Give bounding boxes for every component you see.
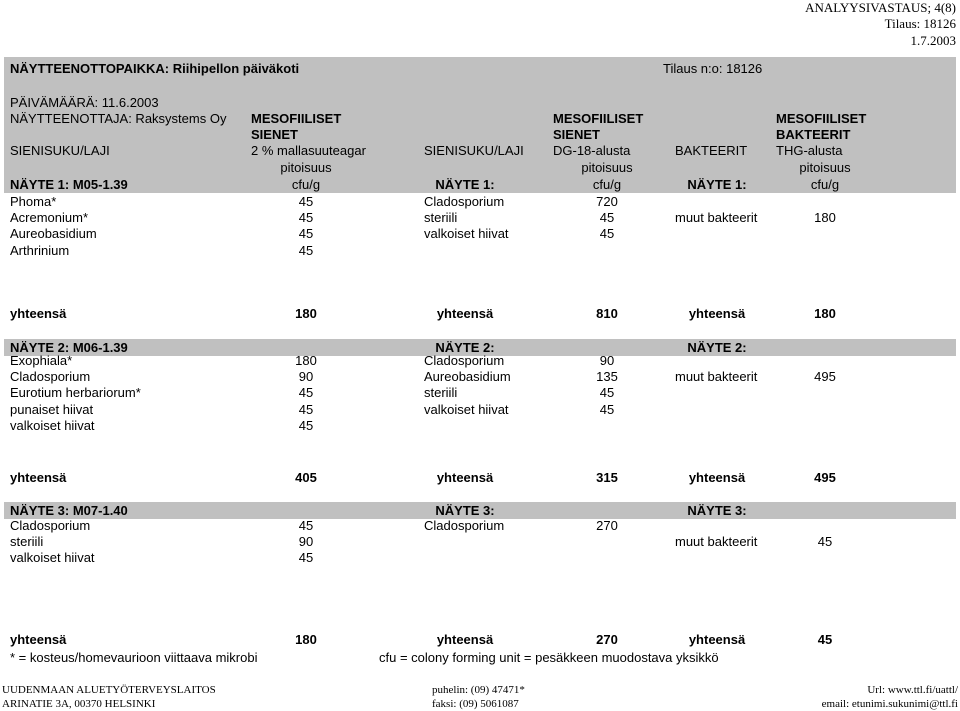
footer-organization: UUDENMAAN ALUETYÖTERVEYSLAITOS	[2, 684, 216, 696]
footer-address: ARINATIE 3A, 00370 HELSINKI	[2, 698, 156, 710]
table-cell: 90	[599, 353, 615, 368]
pitoisuus-text: pitoisuus	[581, 160, 633, 175]
table-cell: punaiset hiivat	[10, 401, 94, 417]
table-cell: Aureobasidium	[424, 369, 511, 385]
table-cell: steriili	[424, 385, 458, 401]
total-cell: yhteensä	[10, 306, 67, 321]
table-cell: valkoiset hiivat	[10, 417, 95, 433]
table-cell: 90	[298, 534, 314, 550]
sample-mid-title: NÄYTE 2:	[435, 340, 495, 355]
total-cell: yhteensä	[688, 306, 746, 321]
footer-phone: puhelin: (09) 47471*	[432, 684, 525, 696]
table-cell: 720	[596, 194, 618, 209]
table-cell: Eurotium herbariorum*	[10, 385, 141, 401]
table-cell: Cladosporium	[424, 518, 505, 533]
col5-heading: BAKTEERIT	[675, 143, 748, 158]
sampling-date: PÄIVÄMÄÄRÄ: 11.6.2003	[10, 95, 159, 110]
table-cell: steriili	[10, 534, 44, 550]
table-cell: 45	[817, 534, 833, 550]
table-cell: 45	[298, 226, 314, 242]
table-cell: Aureobasidium	[10, 226, 97, 242]
footer-email: email: etunimi.sukunimi@ttl.fi	[821, 698, 958, 710]
table-cell: 45	[298, 242, 314, 258]
total-cell: 405	[295, 470, 317, 485]
total-cell: yhteensä	[436, 470, 494, 485]
table-cell: 45	[298, 417, 314, 433]
total-cell: 270	[596, 632, 618, 647]
table-cell: 90	[298, 369, 314, 385]
total-cell: 315	[596, 470, 618, 485]
col3-heading: SIENISUKU/LAJI	[424, 143, 524, 158]
table-cell: Cladosporium	[10, 369, 91, 385]
total-cell: 180	[295, 306, 317, 321]
sample-mid-title: NÄYTE 1:	[435, 177, 495, 192]
order-number-header: Tilaus: 18126	[884, 16, 956, 31]
col6-unit: cfu/g	[810, 177, 840, 192]
sample-title: NÄYTE 1: M05-1.39	[10, 177, 128, 192]
total-cell: yhteensä	[436, 306, 494, 321]
sampler: NÄYTTEENOTTAJA: Raksystems Oy	[10, 111, 227, 126]
table-cell: valkoiset hiivat	[424, 226, 509, 242]
sample-right-title: NÄYTE 1:	[687, 177, 747, 192]
col4-heading-2: SIENET	[553, 127, 600, 142]
table-cell: 180	[814, 210, 836, 226]
col2-medium: 2 % mallasuuteagar	[251, 143, 366, 158]
sample-right-title: NÄYTE 2:	[687, 340, 747, 355]
col1-heading: SIENISUKU/LAJI	[10, 143, 110, 158]
table-cell: Acremonium*	[10, 210, 89, 226]
table-cell: valkoiset hiivat	[10, 550, 95, 566]
table-cell: 45	[298, 210, 314, 226]
table-cell: 45	[599, 226, 615, 242]
total-cell: 810	[596, 306, 618, 321]
total-cell: 495	[814, 470, 836, 485]
total-cell: 180	[814, 306, 836, 321]
table-cell: 45	[298, 194, 314, 209]
table-cell: Phoma*	[10, 194, 57, 209]
col6-medium: THG-alusta	[776, 143, 843, 158]
table-cell: 45	[298, 401, 314, 417]
pitoisuus-text: pitoisuus	[280, 160, 332, 175]
table-cell: steriili	[424, 210, 458, 226]
table-cell: Cladosporium	[10, 518, 91, 533]
sample-title: NÄYTE 3: M07-1.40	[10, 503, 128, 518]
col2-heading-1: MESOFIILISET	[251, 111, 342, 126]
total-cell: yhteensä	[10, 632, 67, 647]
table-cell: Cladosporium	[424, 353, 505, 368]
col4-medium: DG-18-alusta	[553, 143, 631, 158]
col6-heading-2: BAKTEERIT	[776, 127, 851, 142]
table-cell: 45	[599, 385, 615, 401]
table-cell: muut bakteerit	[675, 210, 758, 226]
note-cfu: cfu = colony forming unit = pesäkkeen muodostava yksikkö	[379, 650, 719, 665]
table-cell: muut bakteerit	[675, 369, 758, 385]
table-cell: 135	[596, 369, 618, 385]
table-cell: Arthrinium	[10, 242, 70, 258]
footer-url: Url: www.ttl.fi/uattl/	[867, 684, 958, 696]
col4-unit: cfu/g	[592, 177, 622, 192]
table-cell: 45	[298, 518, 314, 533]
document-title: ANALYYSIVASTAUS; 4(8)	[805, 0, 956, 15]
col6-heading-1: MESOFIILISET	[776, 111, 867, 126]
table-cell: muut bakteerit	[675, 534, 758, 550]
total-cell: yhteensä	[436, 632, 494, 647]
total-cell: yhteensä	[10, 470, 67, 485]
table-cell: 180	[295, 353, 317, 368]
pitoisuus-text: pitoisuus	[799, 160, 851, 175]
table-cell: valkoiset hiivat	[424, 401, 509, 417]
table-cell: 45	[599, 401, 615, 417]
table-cell: 495	[814, 369, 836, 385]
table-cell: 45	[298, 550, 314, 566]
total-cell: 45	[817, 632, 833, 647]
table-cell: Exophiala*	[10, 353, 73, 368]
sampling-place: NÄYTTEENOTTOPAIKKA: Riihipellon päiväkoti	[10, 61, 300, 76]
total-cell: yhteensä	[688, 470, 746, 485]
col2-heading-2: SIENET	[251, 127, 298, 142]
total-cell: 180	[295, 632, 317, 647]
table-cell: 45	[599, 210, 615, 226]
sample-mid-title: NÄYTE 3:	[435, 503, 495, 518]
table-cell: 45	[298, 385, 314, 401]
footer-fax: faksi: (09) 5061087	[432, 698, 519, 710]
sample-right-title: NÄYTE 3:	[687, 503, 747, 518]
col4-heading-1: MESOFIILISET	[553, 111, 644, 126]
col2-unit: cfu/g	[291, 177, 321, 192]
total-cell: yhteensä	[688, 632, 746, 647]
order-number: Tilaus n:o: 18126	[663, 61, 763, 76]
table-cell: Cladosporium	[424, 194, 505, 209]
table-cell: 270	[596, 518, 618, 533]
note-moisture-damage: * = kosteus/homevaurioon viittaava mikrobi	[10, 650, 258, 665]
sample-title: NÄYTE 2: M06-1.39	[10, 340, 128, 355]
report-date: 1.7.2003	[910, 33, 956, 48]
